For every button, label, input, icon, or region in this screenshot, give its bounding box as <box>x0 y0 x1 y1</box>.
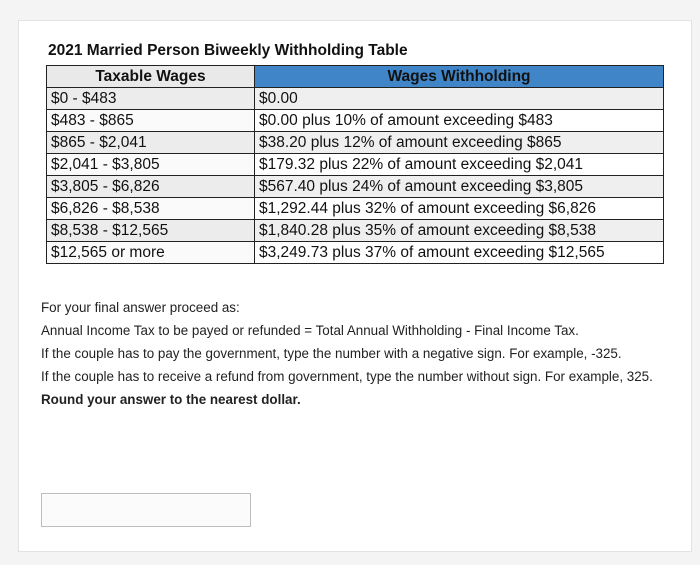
withholding-cell: $567.40 plus 24% of amount exceeding $3,805 <box>255 176 664 198</box>
withholding-cell: $0.00 <box>255 88 664 110</box>
withholding-cell: $179.32 plus 22% of amount exceeding $2,041 <box>255 154 664 176</box>
wage-range-cell: $3,805 - $6,826 <box>47 176 255 198</box>
table-title: 2021 Married Person Biweekly Withholding Table <box>48 42 408 59</box>
table-row <box>47 242 664 264</box>
withholding-cell: $1,292.44 plus 32% of amount exceeding $6,826 <box>255 198 664 220</box>
table-row <box>47 198 664 220</box>
instruction-line: For your final answer proceed as: <box>41 300 240 315</box>
wage-range-cell: $483 - $865 <box>47 110 255 132</box>
answer-input[interactable] <box>41 493 251 527</box>
table-row <box>47 110 664 132</box>
instruction-line: If the couple has to receive a refund from government, type the number without sign. For example, 325. <box>41 369 653 384</box>
withholding-cell: $0.00 plus 10% of amount exceeding $483 <box>255 110 664 132</box>
header-wages-withholding: Wages Withholding <box>255 66 664 88</box>
withholding-cell: $38.20 plus 12% of amount exceeding $865 <box>255 132 664 154</box>
withholding-cell: $3,249.73 plus 37% of amount exceeding $12,565 <box>255 242 664 264</box>
table-row <box>47 220 664 242</box>
instruction-line: Annual Income Tax to be payed or refunded = Total Annual Withholding - Final Income Tax. <box>41 323 579 338</box>
instruction-line: If the couple has to pay the government, type the number with a negative sign. For example, -325. <box>41 346 622 361</box>
wage-range-cell: $6,826 - $8,538 <box>47 198 255 220</box>
wage-range-cell: $865 - $2,041 <box>47 132 255 154</box>
round-note: Round your answer to the nearest dollar. <box>41 392 301 407</box>
header-taxable-wages: Taxable Wages <box>47 66 255 88</box>
question-card <box>18 20 692 552</box>
wage-range-cell: $2,041 - $3,805 <box>47 154 255 176</box>
withholding-table <box>46 65 664 264</box>
table-row <box>47 154 664 176</box>
wage-range-cell: $0 - $483 <box>47 88 255 110</box>
table-row <box>47 176 664 198</box>
table-row <box>47 132 664 154</box>
wage-range-cell: $8,538 - $12,565 <box>47 220 255 242</box>
instructions <box>41 296 691 411</box>
withholding-cell: $1,840.28 plus 35% of amount exceeding $8,538 <box>255 220 664 242</box>
wage-range-cell: $12,565 or more <box>47 242 255 264</box>
table-header-row <box>47 66 664 88</box>
table-row <box>47 88 664 110</box>
